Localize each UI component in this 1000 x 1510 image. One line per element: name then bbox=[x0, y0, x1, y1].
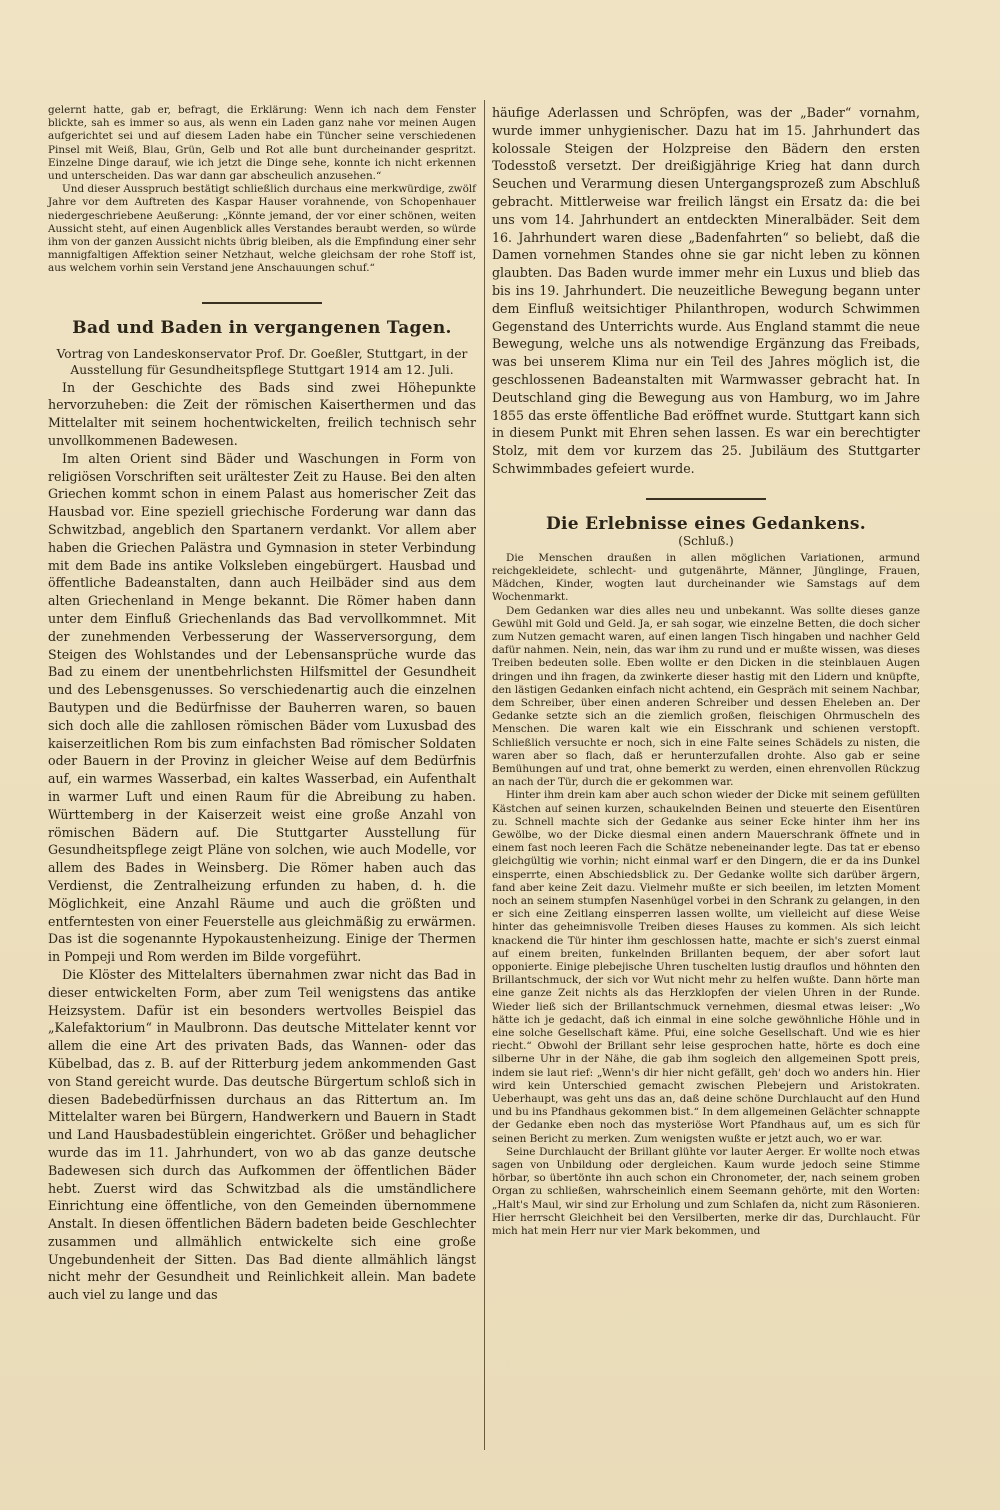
article-continuation bbox=[492, 104, 920, 478]
article-body bbox=[48, 379, 476, 1304]
article-paragraph-2: Im alten Orient sind Bäder und Waschungen in Form von religiösen Vorschriften seit urältester Zeit zu Hause. Bei den alten Griechen kommt schon in einem Palast aus homerischer Zeit das Hausbad vor. Eine speziell griechische Forderung war dann das Schwitzbad, angeblich den Spartanern verdankt. Vor allem aber haben die Griechen Palästra und Gymnasion in steter Verbindung mit dem Bade ins antike Volksleben eingebürgert. Hausbad und öffentliche Badeanstalten, dann auch Heilbäder sind aus dem alten Griechenland in Menge bekannt. Die Römer haben dann unter dem Einfluß Griechenlands das Bad vervollkommnet. Mit der zunehmenden Verbesserung der Wasserversorgung, dem Steigen des Wohlstandes und der Lebensansprüche wurde das Bad zu einem der unentbehrlichsten Hilfsmittel der Gesundheit und des Lebensgenusses. So verschiedenartig auch die einzelnen Bautypen und die Bedürfnisse der Bauherren waren, so bauen sich doch alle die zahllosen römischen Bäder vom Luxusbad des kaiserzeitlichen Rom bis zum einfachsten Bad römischer Soldaten oder Bauern in der Provinz in gleicher Weise auf dem Bedürfnis auf, ein warmes Wasserbad, ein kaltes Wasserbad, ein Aufenthalt in warmer Luft und einen Raum für die Abreibung zu haben. Württemberg in der Kaiserzeit weist eine große Anzahl von römischen Bädern auf. Die Stuttgarter Ausstellung für Gesundheitspflege zeigt Pläne von solchen, wie auch Modelle, vor allem des Bades in Weinsberg. Die Römer haben auch das Verdienst, die Zentralheizung erfunden zu haben, d. h. die Möglichkeit, eine Anzahl Räume und auch die größten und entferntesten von einer Feuerstelle aus gleichmäßig zu erwärmen. Das ist die sogenannte Hypokaustenheizung. Einige der Thermen in Pompeji und Rom werden im Bilde vorgeführt. bbox=[48, 450, 476, 965]
story-paragraph-2: Dem Gedanken war dies alles neu und unbekannt. Was sollte dieses ganze Gewühl mit Gold und Geld. Ja, er sah sogar, wie einzelne Betten, die doch sicher zum Nutzen gemacht waren, auf einen langen Tisch hingaben und nachher Geld dafür nahmen. Nein, nein, das war ihm zu rund und er mußte wissen, was dieses Treiben bedeuten solle. Eben wollte er den Dicken in die steinblauen Augen dringen und ihn fragen, da zwinkerte dieser hastig mit den Lidern und knüpfte, den lästigen Gedanken einfach nicht achtend, ein Gespräch mit seinem Nachbar, dem Schreiber, über einen anderen Schreiber und dessen Eheleben an. Der Gedanke setzte sich an die ziemlich großen, fleischigen Ohrmuscheln des Menschen. Die waren kalt wie ein Eisschrank und schienen verstopft. Schließlich versuchte er noch, sich in eine Falte seines Schädels zu nisten, die waren aber so flach, daß er herunterzufallen drohte. Also gab er seine Bemühungen auf und trat, ohne bemerkt zu werden, einen ehrenvollen Rückzug an nach der Tür, durch die er gekommen war. bbox=[492, 604, 920, 789]
story-paragraph-3: Hinter ihm drein kam aber auch schon wieder der Dicke mit seinem gefüllten Kästchen auf seinen kurzen, schaukelnden Beinen und steuerte den Eisentüren zu. Schnell machte sich der Gedanke aus seiner Ecke hinter ihm her ins Gewölbe, wo der Dicke diesmal einen andern Mauerschrank öffnete und in einem fast noch leeren Fach die Schätze nebeneinander legte. Das tat er ebenso gleichgültig wie vorhin; nicht einmal warf er den Dingern, die er da ins Dunkel einsperrte, einen Abschiedsblick zu. Der Gedanke wollte sich darüber ärgern, fand aber keine Zeit dazu. Vielmehr mußte er sich beeilen, im letzten Moment noch an seinem stumpfen Nasenhügel vorbei in den Schrank zu gelangen, in den er sich eine Zeitlang einsperren lassen wollte, um vielleicht auf diese Weise hinter das geheimnisvolle Treiben dieses Hauses zu kommen. Als sich leicht knackend die Tür hinter ihm geschlossen hatte, machte er sich's zuerst einmal auf einem breiten, funkelnden Brillanten bequem, der aber sofort laut opponierte. Einige plebejische Uhren tuschelten lustig drauflos und höhnten den Brillantschmuck, der sich vor Wut nicht mehr zu helfen wußte. Dann hörte man eine ganze Zeit nichts als das Herzklopfen der vielen Uhren in der Runde. Wieder ließ sich der Brillantschmuck vernehmen, diesmal etwas leiser: „Wo hätte ich je gedacht, daß ich einmal in eine solche gewöhnliche Höhle und in eine solche Gesellschaft käme. Pfui, eine solche Gesellschaft. Und wie es hier riecht.“ Obwohl der Brillant sehr leise gesprochen hatte, hörte es doch eine silberne Uhr in der Nähe, die gab ihm sogleich den allgemeinen Spott preis, indem sie laut rief: „Wenn's dir hier nicht gefällt, geh' doch wo anders hin. Hier wird kein Unterschied gemacht zwischen Plebejern und Aristokraten. Ueberhaupt, was geht uns das an, daß deine schöne Durchlaucht auf den Hund und bu ins Pfandhaus gekommen bist.“ In dem allgemeinen Gelächter schnappte der Gedanke eben noch das mysteriöse Wort Pfandhaus auf, um es sich für seinen Bericht zu merken. Zum wenigsten wußte er jetzt auch, wo er war. bbox=[492, 789, 920, 1145]
intro-paragraph-2: Und dieser Ausspruch bestätigt schließlich durchaus eine merkwürdige, zwölf Jahre vor dem Auftreten des Kaspar Hauser vorahnende, von Schopenhauer niedergeschriebene Aeußerung: „Könnte jemand, der vor einer schönen, weiten Aussicht steht, auf einen Augenblick alles Verstandes beraubt werden, so würde ihm von der ganzen Aussicht nichts übrig bleiben, als die Empfindung einer sehr mannigfaltigen Affektion seiner Netzhaut, welche gleichsam der rohe Stoff ist, aus welchem vorhin sein Verstand jene Anschauungen schuf.“ bbox=[48, 183, 476, 275]
left-column bbox=[48, 104, 476, 1304]
article-paragraph-1: In der Geschichte des Bads sind zwei Höhepunkte hervorzuheben: die Zeit der römischen Kaiserthermen und das Mittelalter mit seinem hochentwickelten, freilich technisch sehr unvollkommenen Badewesen. bbox=[48, 379, 476, 449]
story-title: Die Erlebnisse eines Gedankens. bbox=[546, 513, 866, 534]
intro-paragraph-1: gelernt hatte, gab er, befragt, die Erklärung: Wenn ich nach dem Fenster blickte, sah es immer so aus, als wenn ein Laden ganz nahe vor meinen Augen aufgerichtet sei und auf diesem Laden habe ein Tüncher seine verschiedenen Pinsel mit Weiß, Blau, Grün, Gelb und Rot alle bunt durcheinander gespritzt. Einzelne Dinge darauf, wie ich jetzt die Dinge sehe, konnte ich nicht erkennen und unterscheiden. Das war dann gar abscheulich anzusehen.“ bbox=[48, 104, 476, 183]
article-paragraph-3: Die Klöster des Mittelalters übernahmen zwar nicht das Bad in dieser entwickelten Form, aber zum Teil wenigstens das antike Heizsystem. Dafür ist ein besonders wertvolles Beispiel das „Kalefaktorium“ in Maulbronn. Das deutsche Mittelater kennt vor allem die eine Art des privaten Bads, das Wannen- oder das Kübelbad, das z. B. auf der Ritterburg jedem ankommenden Gast von Stand gereicht wurde. Das deutsche Bürgertum schloß sich in diesen Badebedürfnissen durchaus an das Rittertum an. Im Mittelalter waren bei Bürgern, Handwerkern und Bauern in Stadt und Land Hausbadestüblein eingerichtet. Größer und behaglicher wurde das im 11. Jahrhundert, von wo ab das ganze deutsche Badewesen sich durch das Aufkommen der öffentlichen Bäder hebt. Zuerst wird das Schwitzbad als die umständlichere Einrichtung eine öffentliche, von den Gemeinden übernommene Anstalt. In diesen öffentlichen Bädern badeten beide Geschlechter zusammen und allmählich entwickelte sich eine große Ungebundenheit der Sitten. Das Bad diente allmählich längst nicht mehr der Gesundheit und Reinlichkeit allein. Man badete auch viel zu lange und das bbox=[48, 966, 476, 1303]
right-column bbox=[492, 104, 920, 1238]
previous-article-end bbox=[48, 104, 476, 276]
article-byline: Vortrag von Landeskonservator Prof. Dr. Goeßler, Stuttgart, in der Ausstellung für Gesundheitspflege Stuttgart 1914 am 12. Juli. bbox=[56, 346, 468, 378]
continuation-paragraph: häufige Aderlassen und Schröpfen, was der „Bader“ vornahm, wurde immer unhygienischer. Dazu hat im 15. Jahrhundert das kolossale Steigen der Holzpreise den Bädern den ersten Todesstoß versetzt. Der dreißigjährige Krieg hat dann durch Seuchen und Verarmung diesen Untergangsprozeß zum Abschluß gebracht. Mittlerweise war freilich längst ein Ersatz da: die bei uns vom 14. Jahrhundert an entdeckten Mineralbäder. Seit dem 16. Jahrhundert waren diese „Badenfahrten“ so beliebt, daß die Damen vornehmen Standes ohne sie gar nicht leben zu können glaubten. Das Baden wurde immer mehr ein Luxus und blieb das bis ins 19. Jahrhundert. Die neuzeitliche Bewegung begann unter dem Einfluß weitsichtiger Philanthropen, wodurch Schwimmen Gegenstand des Unterrichts wurde. Aus England stammt die neue Bewegung, welche uns als notwendige Ergänzung das Freibads, was bei unserem Klima nur ein Teil des Jahres möglich ist, die geschlossenen Badeanstalten mit Warmwasser gebracht hat. In Deutschland ging die Bewegung aus von Hamburg, wo im Jahre 1855 das erste öffentliche Bad eröffnet wurde. Stuttgart kann sich in diesem Punkt mit Ehren sehen lassen. Es war ein berechtigter Stolz, mit dem vor kurzem das 25. Jubiläum des Stuttgarter Schwimmbades gefeiert wurde. bbox=[492, 105, 920, 476]
story-body bbox=[492, 552, 920, 1239]
column-divider bbox=[484, 100, 485, 1450]
story-subtitle: (Schluß.) bbox=[678, 533, 734, 548]
article-title: Bad und Baden in vergangenen Tagen. bbox=[72, 317, 452, 338]
story-paragraph-4: Seine Durchlaucht der Brillant glühte vor lauter Aerger. Er wollte noch etwas sagen von Unbildung oder dergleichen. Kaum wurde jedoch seine Stimme hörbar, so übertönte ihn auch schon ein Chronometer, der, nach seinem groben Organ zu schließen, wahrscheinlich einem Seemann gehörte, mit den Worten: „Halt's Maul, wir sind zur Erholung und zum Schlafen da, nicht zum Räsonieren. Hier herrscht Gleichheit bei den Versilberten, merke dir das, Durchlaucht. Für mich hat mein Herr nur vier Mark bekommen, und bbox=[492, 1145, 920, 1238]
story-paragraph-1: Die Menschen draußen in allen möglichen Variationen, armund reichgekleidete, schlecht- und gutgenährte, Männer, Jünglinge, Frauen, Mädchen, Kinder, wogten laut durcheinander wie Samstags auf dem Wochenmarkt. bbox=[492, 551, 920, 604]
